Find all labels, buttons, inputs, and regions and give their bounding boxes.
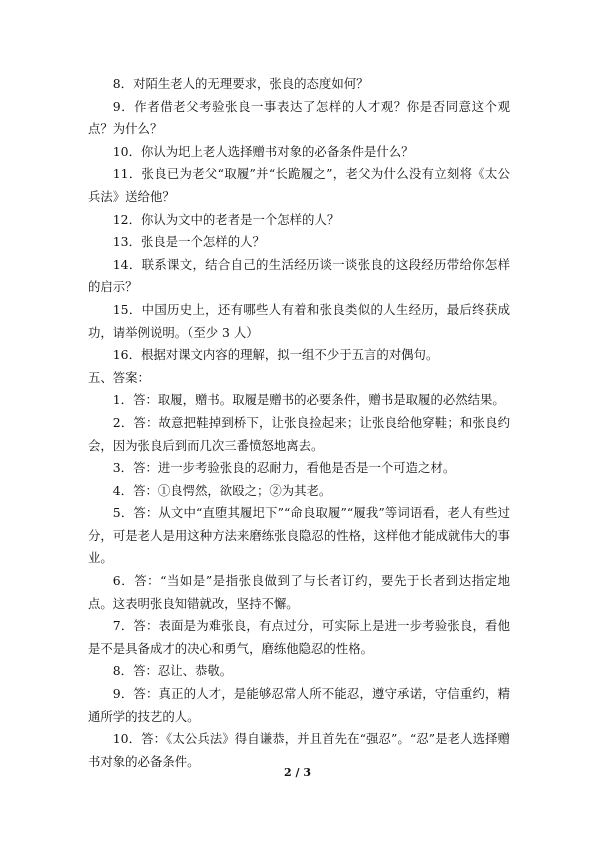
answer-10: 10．答：《太公兵法》得自谦恭，并且首先在“强忍”。“忍”是老人选择赠书对象的必备条件。 [88,731,510,769]
answer-8: 8．答：忍让、恭敬。 [112,663,233,679]
document-body [88,73,510,773]
answers-heading: 五、答案： [88,369,150,385]
question-16: 16．根据对课文内容的理解，拟一组不少于五言的对偶句。 [112,347,439,363]
answer-4: 4．答：①良愕然，欲殴之；②为其老。 [112,482,332,498]
answer-1: 1．答：取履，赠书。取履是赠书的必要条件，赠书是取履的必然结果。 [112,392,505,408]
question-10: 10．你认为圯上老人选择赠书对象的必备条件是什么？ [112,143,414,159]
answer-6: 6．答：“当如是”是指张良做到了与长者订约，要先于长者到达指定地点。这表明张良知错就改，坚持不懈。 [88,573,510,611]
question-14: 14．联系课文，结合自己的生活经历谈一谈张良的这段经历带给你怎样的启示？ [88,256,510,295]
answer-2: 2．答：故意把鞋掉到桥下，让张良捡起来；让张良给他穿鞋；和张良约会，因为张良后到而几次三番愤怒地离去。 [88,414,510,453]
question-13: 13．张良是一个怎样的人？ [112,234,265,250]
answer-9: 9．答：真正的人才，是能够忍常人所不能忍，遵守承诺，守信重约，精通所学的技艺的人。 [88,686,510,724]
question-9: 9．作者借老父考验张良一事表达了怎样的人才观？你是否同意这个观点？为什么？ [88,98,510,137]
answer-7: 7．答：表面是为难张良，有点过分，可实际上是进一步考验张良，看他是不是具备成才的决心和勇气，磨练他隐忍的性格。 [88,618,510,656]
question-12: 12．你认为文中的老者是一个怎样的人？ [112,211,340,227]
answer-3: 3．答：进一步考验张良的忍耐力，看他是否是一个可造之材。 [112,460,456,476]
page-number: 2 / 3 [284,766,311,779]
question-11: 11．张良已为老父“取履”并“长跪履之”，老父为什么没有立刻将《太公兵法》送给他？ [88,166,510,204]
question-15: 15．中国历史上，还有哪些人有着和张良类似的人生经历，最后终获成功，请举例说明。（至少 3 人） [88,301,510,340]
question-8: 8．对陌生老人的无理要求，张良的态度如何？ [112,76,369,91]
answer-5: 5．答：从文中“直堕其履圯下”“命良取履”“履我”等词语看，老人有些过分，可是老人是用这种方法来磨练张良隐忍的性格，这样他才能成就伟大的事业。 [88,505,510,566]
